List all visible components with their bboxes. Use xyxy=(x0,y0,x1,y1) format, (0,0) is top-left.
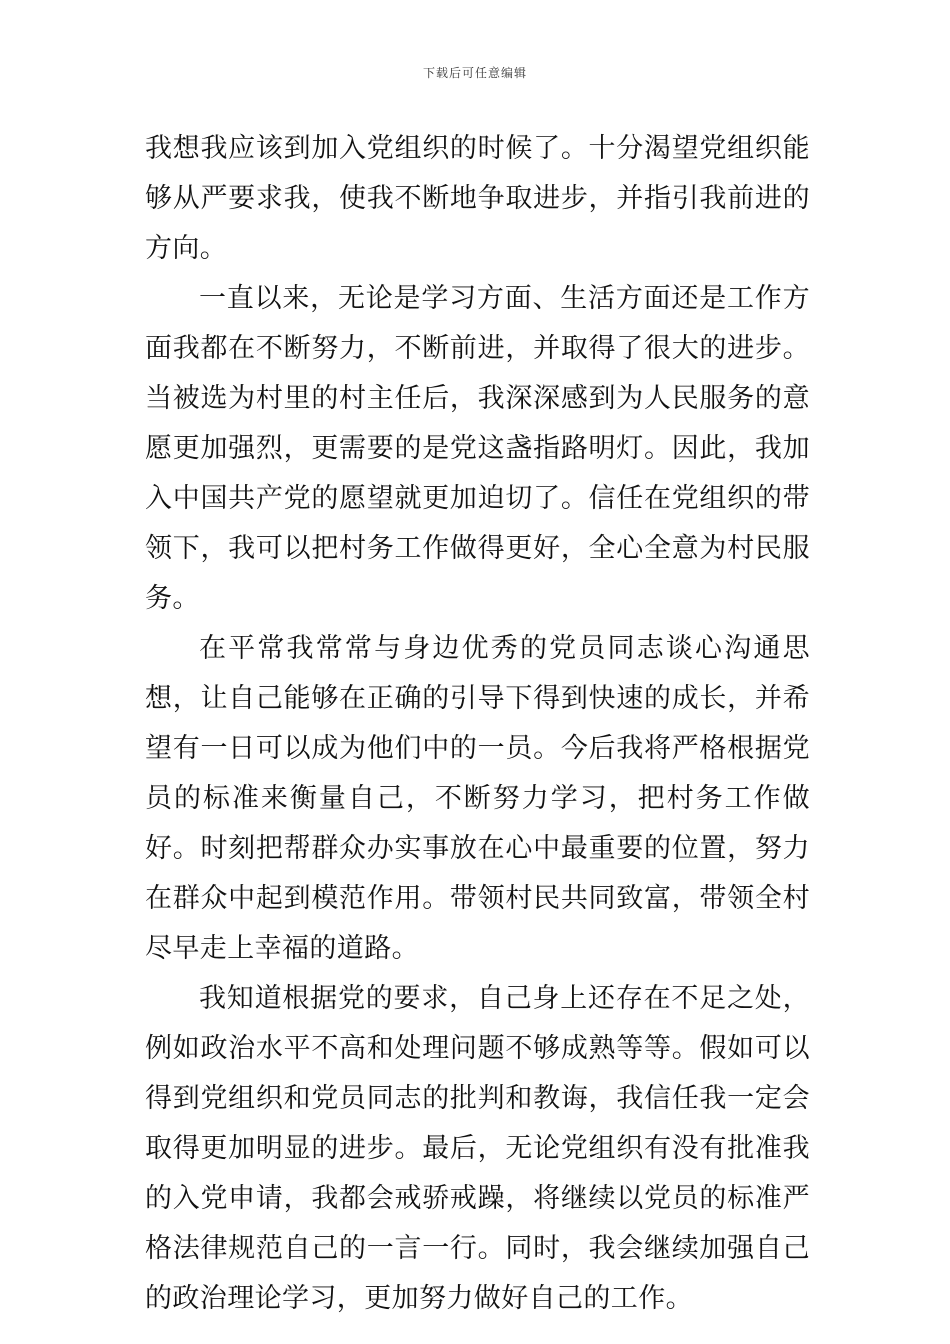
paragraph-4: 我知道根据党的要求，自己身上还存在不足之处，例如政治水平不高和处理问题不够成熟等等。假如可以得到党组织和党员同志的批判和教诲，我信任我一定会取得更加明显的进步。最后，无论党组织有没有批准我的入党申请，我都会戒骄戒躁，将继续以党员的标准严格法律规范自己的一言一行。同时，我会继续加强自己的政治理论学习，更加努力做好自己的工作。 xyxy=(145,983,810,1314)
paragraph-1: 我想我应该到加入党组织的时候了。十分渴望党组织能够从严要求我，使我不断地争取进步，并指引我前进的方向。 xyxy=(145,133,810,264)
paragraph-2: 一直以来，无论是学习方面、生活方面还是工作方面我都在不断努力，不断前进，并取得了很大的进步。当被选为村里的村主任后，我深深感到为人民服务的意愿更加强烈，更需要的是党这盏指路明灯。因此，我加入中国共产党的愿望就更加迫切了。信任在党组织的带领下，我可以把村务工作做得更好，全心全意为村民服务。 xyxy=(145,283,810,614)
document-body xyxy=(145,124,810,1324)
paragraph-3: 在平常我常常与身边优秀的党员同志谈心沟通思想，让自己能够在正确的引导下得到快速的成长，并希望有一日可以成为他们中的一员。今后我将严格根据党员的标准来衡量自己，不断努力学习，把村务工作做好。时刻把帮群众办实事放在心中最重要的位置，努力在群众中起到模范作用。带领村民共同致富，带领全村尽早走上幸福的道路。 xyxy=(145,633,810,964)
page-header: 下载后可任意编辑 xyxy=(422,66,527,80)
